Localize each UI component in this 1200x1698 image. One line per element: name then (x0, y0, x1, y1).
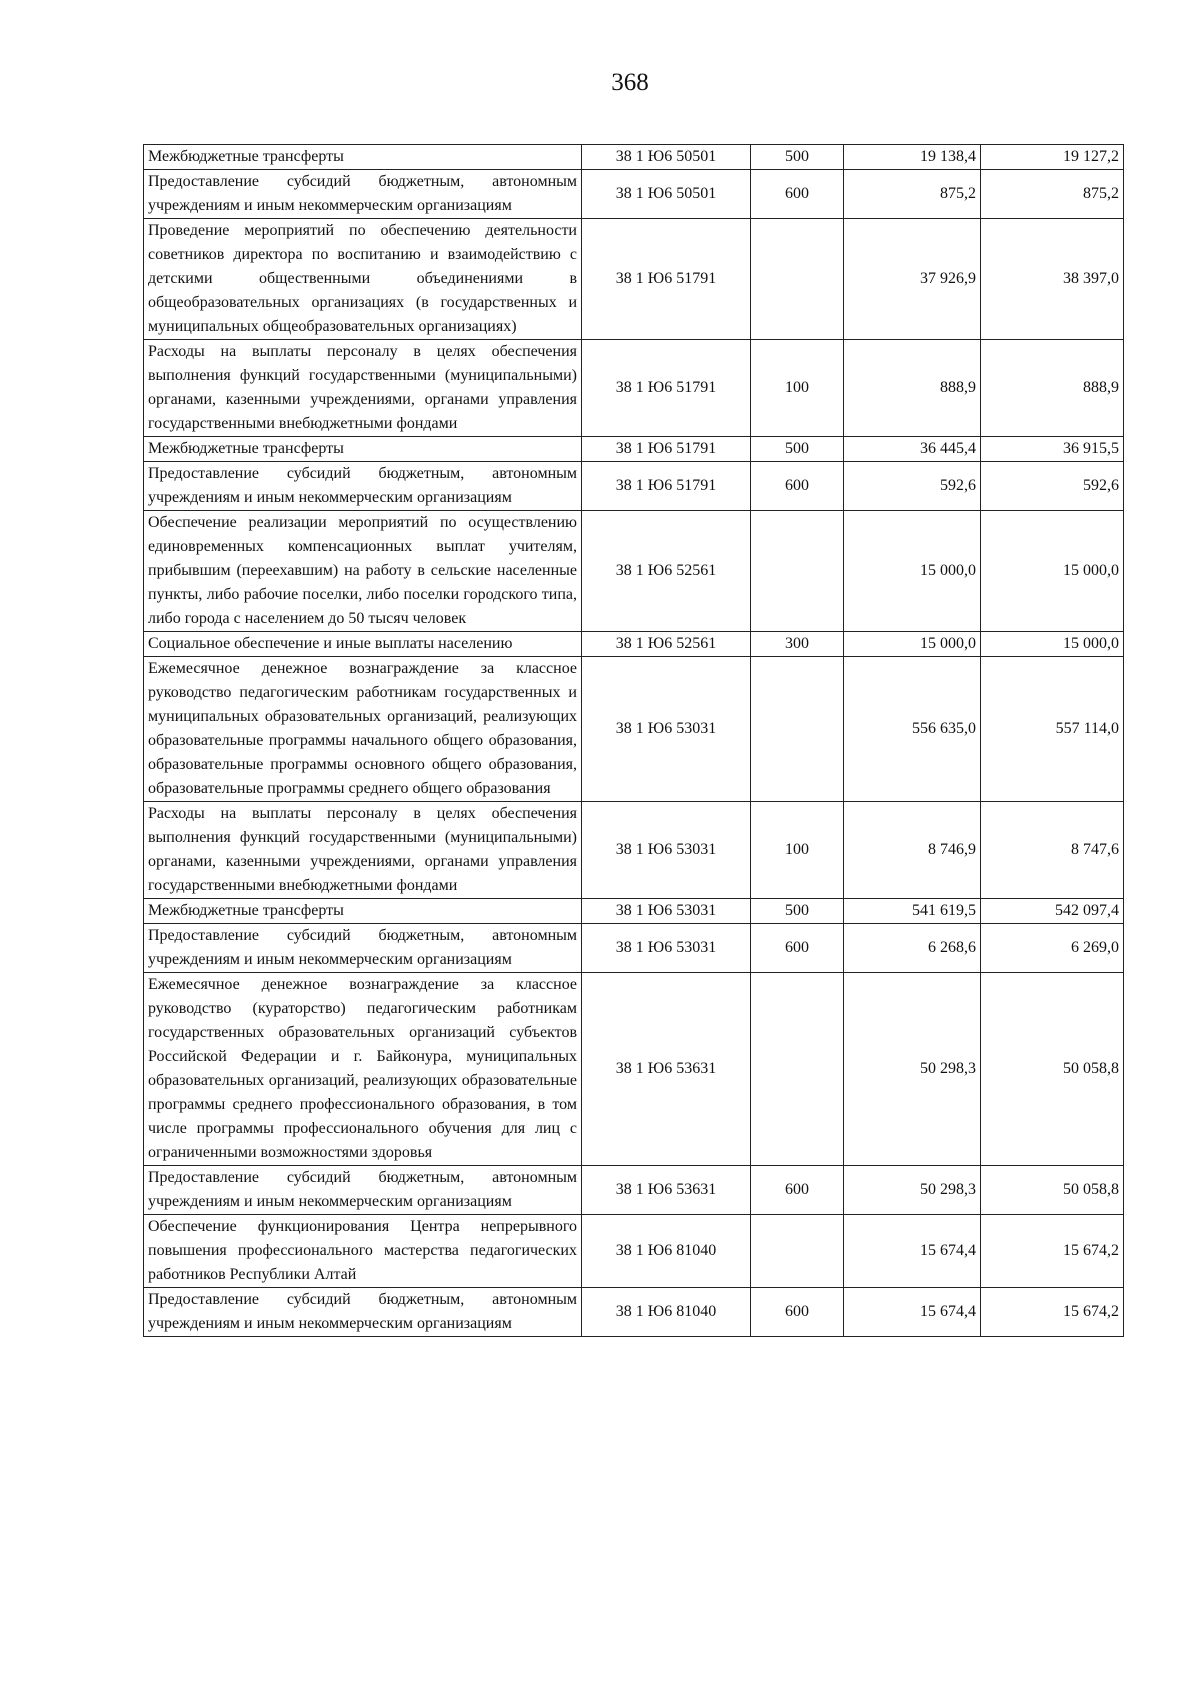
expense-name-cell: Межбюджетные трансферты (144, 145, 582, 170)
target-code-cell: 38 1 Ю6 50501 (582, 145, 751, 170)
target-code-cell: 38 1 Ю6 52561 (582, 511, 751, 632)
target-code-cell: 38 1 Ю6 53631 (582, 973, 751, 1166)
amount-first-cell: 8 746,9 (844, 802, 981, 899)
amount-first-cell: 541 619,5 (844, 899, 981, 924)
amount-first-cell: 15 000,0 (844, 511, 981, 632)
amount-first-cell: 50 298,3 (844, 973, 981, 1166)
expense-type-cell: 600 (751, 1288, 844, 1337)
amount-first-cell: 19 138,4 (844, 145, 981, 170)
amount-first-cell: 36 445,4 (844, 437, 981, 462)
target-code-cell: 38 1 Ю6 51791 (582, 340, 751, 437)
target-code-cell: 38 1 Ю6 53031 (582, 924, 751, 973)
amount-first-cell: 15 674,4 (844, 1288, 981, 1337)
expense-name-cell: Предоставление субсидий бюджетным, автономным учреждениям и иным некоммерческим организациям (144, 1166, 582, 1215)
amount-first-cell: 37 926,9 (844, 219, 981, 340)
table-row (144, 145, 1124, 170)
expense-name-cell: Ежемесячное денежное вознаграждение за классное руководство (кураторство) педагогическим работникам государственных образовательных организаций субъектов Российской Федерации и г. Байконура, муниципальных образовательных организаций, реализующих образовательные программы среднего профессионального образования, в том числе программы профессионального обучения для лиц с ограниченными возможностями здоровья (144, 973, 582, 1166)
expense-type-cell: 100 (751, 340, 844, 437)
amount-first-cell: 50 298,3 (844, 1166, 981, 1215)
amount-first-cell: 556 635,0 (844, 657, 981, 802)
amount-second-cell: 19 127,2 (981, 145, 1124, 170)
target-code-cell: 38 1 Ю6 50501 (582, 170, 751, 219)
table-row (144, 1215, 1124, 1288)
expense-name-cell: Межбюджетные трансферты (144, 437, 582, 462)
amount-second-cell: 542 097,4 (981, 899, 1124, 924)
table-row (144, 511, 1124, 632)
expense-type-cell: 500 (751, 899, 844, 924)
expense-type-cell (751, 511, 844, 632)
table-row (144, 899, 1124, 924)
table-row (144, 1166, 1124, 1215)
table-row (144, 632, 1124, 657)
target-code-cell: 38 1 Ю6 53031 (582, 657, 751, 802)
amount-second-cell: 592,6 (981, 462, 1124, 511)
expense-name-cell: Предоставление субсидий бюджетным, автономным учреждениям и иным некоммерческим организациям (144, 462, 582, 511)
target-code-cell: 38 1 Ю6 53031 (582, 802, 751, 899)
table-row (144, 437, 1124, 462)
amount-second-cell: 15 000,0 (981, 511, 1124, 632)
table-row (144, 802, 1124, 899)
expense-name-cell: Расходы на выплаты персоналу в целях обеспечения выполнения функций государственными (муниципальными) органами, казенными учреждениями, органами управления государственными внебюджетными фондами (144, 340, 582, 437)
table-row (144, 924, 1124, 973)
expense-name-cell: Предоставление субсидий бюджетным, автономным учреждениям и иным некоммерческим организациям (144, 1288, 582, 1337)
target-code-cell: 38 1 Ю6 53031 (582, 899, 751, 924)
amount-second-cell: 38 397,0 (981, 219, 1124, 340)
table-row (144, 657, 1124, 802)
expense-type-cell (751, 219, 844, 340)
expense-type-cell: 500 (751, 437, 844, 462)
amount-second-cell: 50 058,8 (981, 973, 1124, 1166)
expense-name-cell: Предоставление субсидий бюджетным, автономным учреждениям и иным некоммерческим организациям (144, 924, 582, 973)
target-code-cell: 38 1 Ю6 53631 (582, 1166, 751, 1215)
expense-type-cell (751, 657, 844, 802)
expense-type-cell: 300 (751, 632, 844, 657)
amount-first-cell: 15 674,4 (844, 1215, 981, 1288)
expense-type-cell: 600 (751, 170, 844, 219)
target-code-cell: 38 1 Ю6 51791 (582, 462, 751, 511)
amount-first-cell: 592,6 (844, 462, 981, 511)
target-code-cell: 38 1 Ю6 81040 (582, 1288, 751, 1337)
expense-type-cell: 600 (751, 462, 844, 511)
expense-name-cell: Ежемесячное денежное вознаграждение за классное руководство педагогическим работникам государственных и муниципальных образовательных организаций, реализующих образовательные программы начального общего образования, образовательные программы основного общего образования, образовательные программы среднего общего образования (144, 657, 582, 802)
amount-second-cell: 557 114,0 (981, 657, 1124, 802)
amount-second-cell: 888,9 (981, 340, 1124, 437)
expense-type-cell: 600 (751, 1166, 844, 1215)
expense-name-cell: Социальное обеспечение и иные выплаты населению (144, 632, 582, 657)
table-row (144, 1288, 1124, 1337)
target-code-cell: 38 1 Ю6 81040 (582, 1215, 751, 1288)
target-code-cell: 38 1 Ю6 51791 (582, 437, 751, 462)
expense-name-cell: Обеспечение функционирования Центра непрерывного повышения профессионального мастерства педагогических работников Республики Алтай (144, 1215, 582, 1288)
expense-name-cell: Расходы на выплаты персоналу в целях обеспечения выполнения функций государственными (муниципальными) органами, казенными учреждениями, органами управления государственными внебюджетными фондами (144, 802, 582, 899)
amount-second-cell: 8 747,6 (981, 802, 1124, 899)
amount-first-cell: 875,2 (844, 170, 981, 219)
budget-table (143, 144, 1124, 1337)
amount-second-cell: 50 058,8 (981, 1166, 1124, 1215)
expense-type-cell (751, 1215, 844, 1288)
target-code-cell: 38 1 Ю6 51791 (582, 219, 751, 340)
table-row (144, 219, 1124, 340)
expense-type-cell: 600 (751, 924, 844, 973)
budget-table-body (144, 145, 1124, 1337)
amount-first-cell: 15 000,0 (844, 632, 981, 657)
expense-type-cell: 100 (751, 802, 844, 899)
target-code-cell: 38 1 Ю6 52561 (582, 632, 751, 657)
page-number: 368 (611, 69, 649, 96)
expense-name-cell: Проведение мероприятий по обеспечению деятельности советников директора по воспитанию и взаимодействию с детскими общественными объединениями в общеобразовательных организациях (в государственных и муниципальных общеобразовательных организациях) (144, 219, 582, 340)
amount-first-cell: 6 268,6 (844, 924, 981, 973)
expense-name-cell: Предоставление субсидий бюджетным, автономным учреждениям и иным некоммерческим организациям (144, 170, 582, 219)
amount-second-cell: 875,2 (981, 170, 1124, 219)
table-row (144, 973, 1124, 1166)
table-row (144, 170, 1124, 219)
amount-second-cell: 36 915,5 (981, 437, 1124, 462)
amount-second-cell: 6 269,0 (981, 924, 1124, 973)
expense-name-cell: Межбюджетные трансферты (144, 899, 582, 924)
expense-type-cell (751, 973, 844, 1166)
table-row (144, 340, 1124, 437)
expense-type-cell: 500 (751, 145, 844, 170)
expense-name-cell: Обеспечение реализации мероприятий по осуществлению единовременных компенсационных выплат учителям, прибывшим (переехавшим) на работу в сельские населенные пункты, либо рабочие поселки, либо поселки городского типа, либо города с населением до 50 тысяч человек (144, 511, 582, 632)
amount-second-cell: 15 674,2 (981, 1288, 1124, 1337)
amount-first-cell: 888,9 (844, 340, 981, 437)
amount-second-cell: 15 000,0 (981, 632, 1124, 657)
table-row (144, 462, 1124, 511)
amount-second-cell: 15 674,2 (981, 1215, 1124, 1288)
